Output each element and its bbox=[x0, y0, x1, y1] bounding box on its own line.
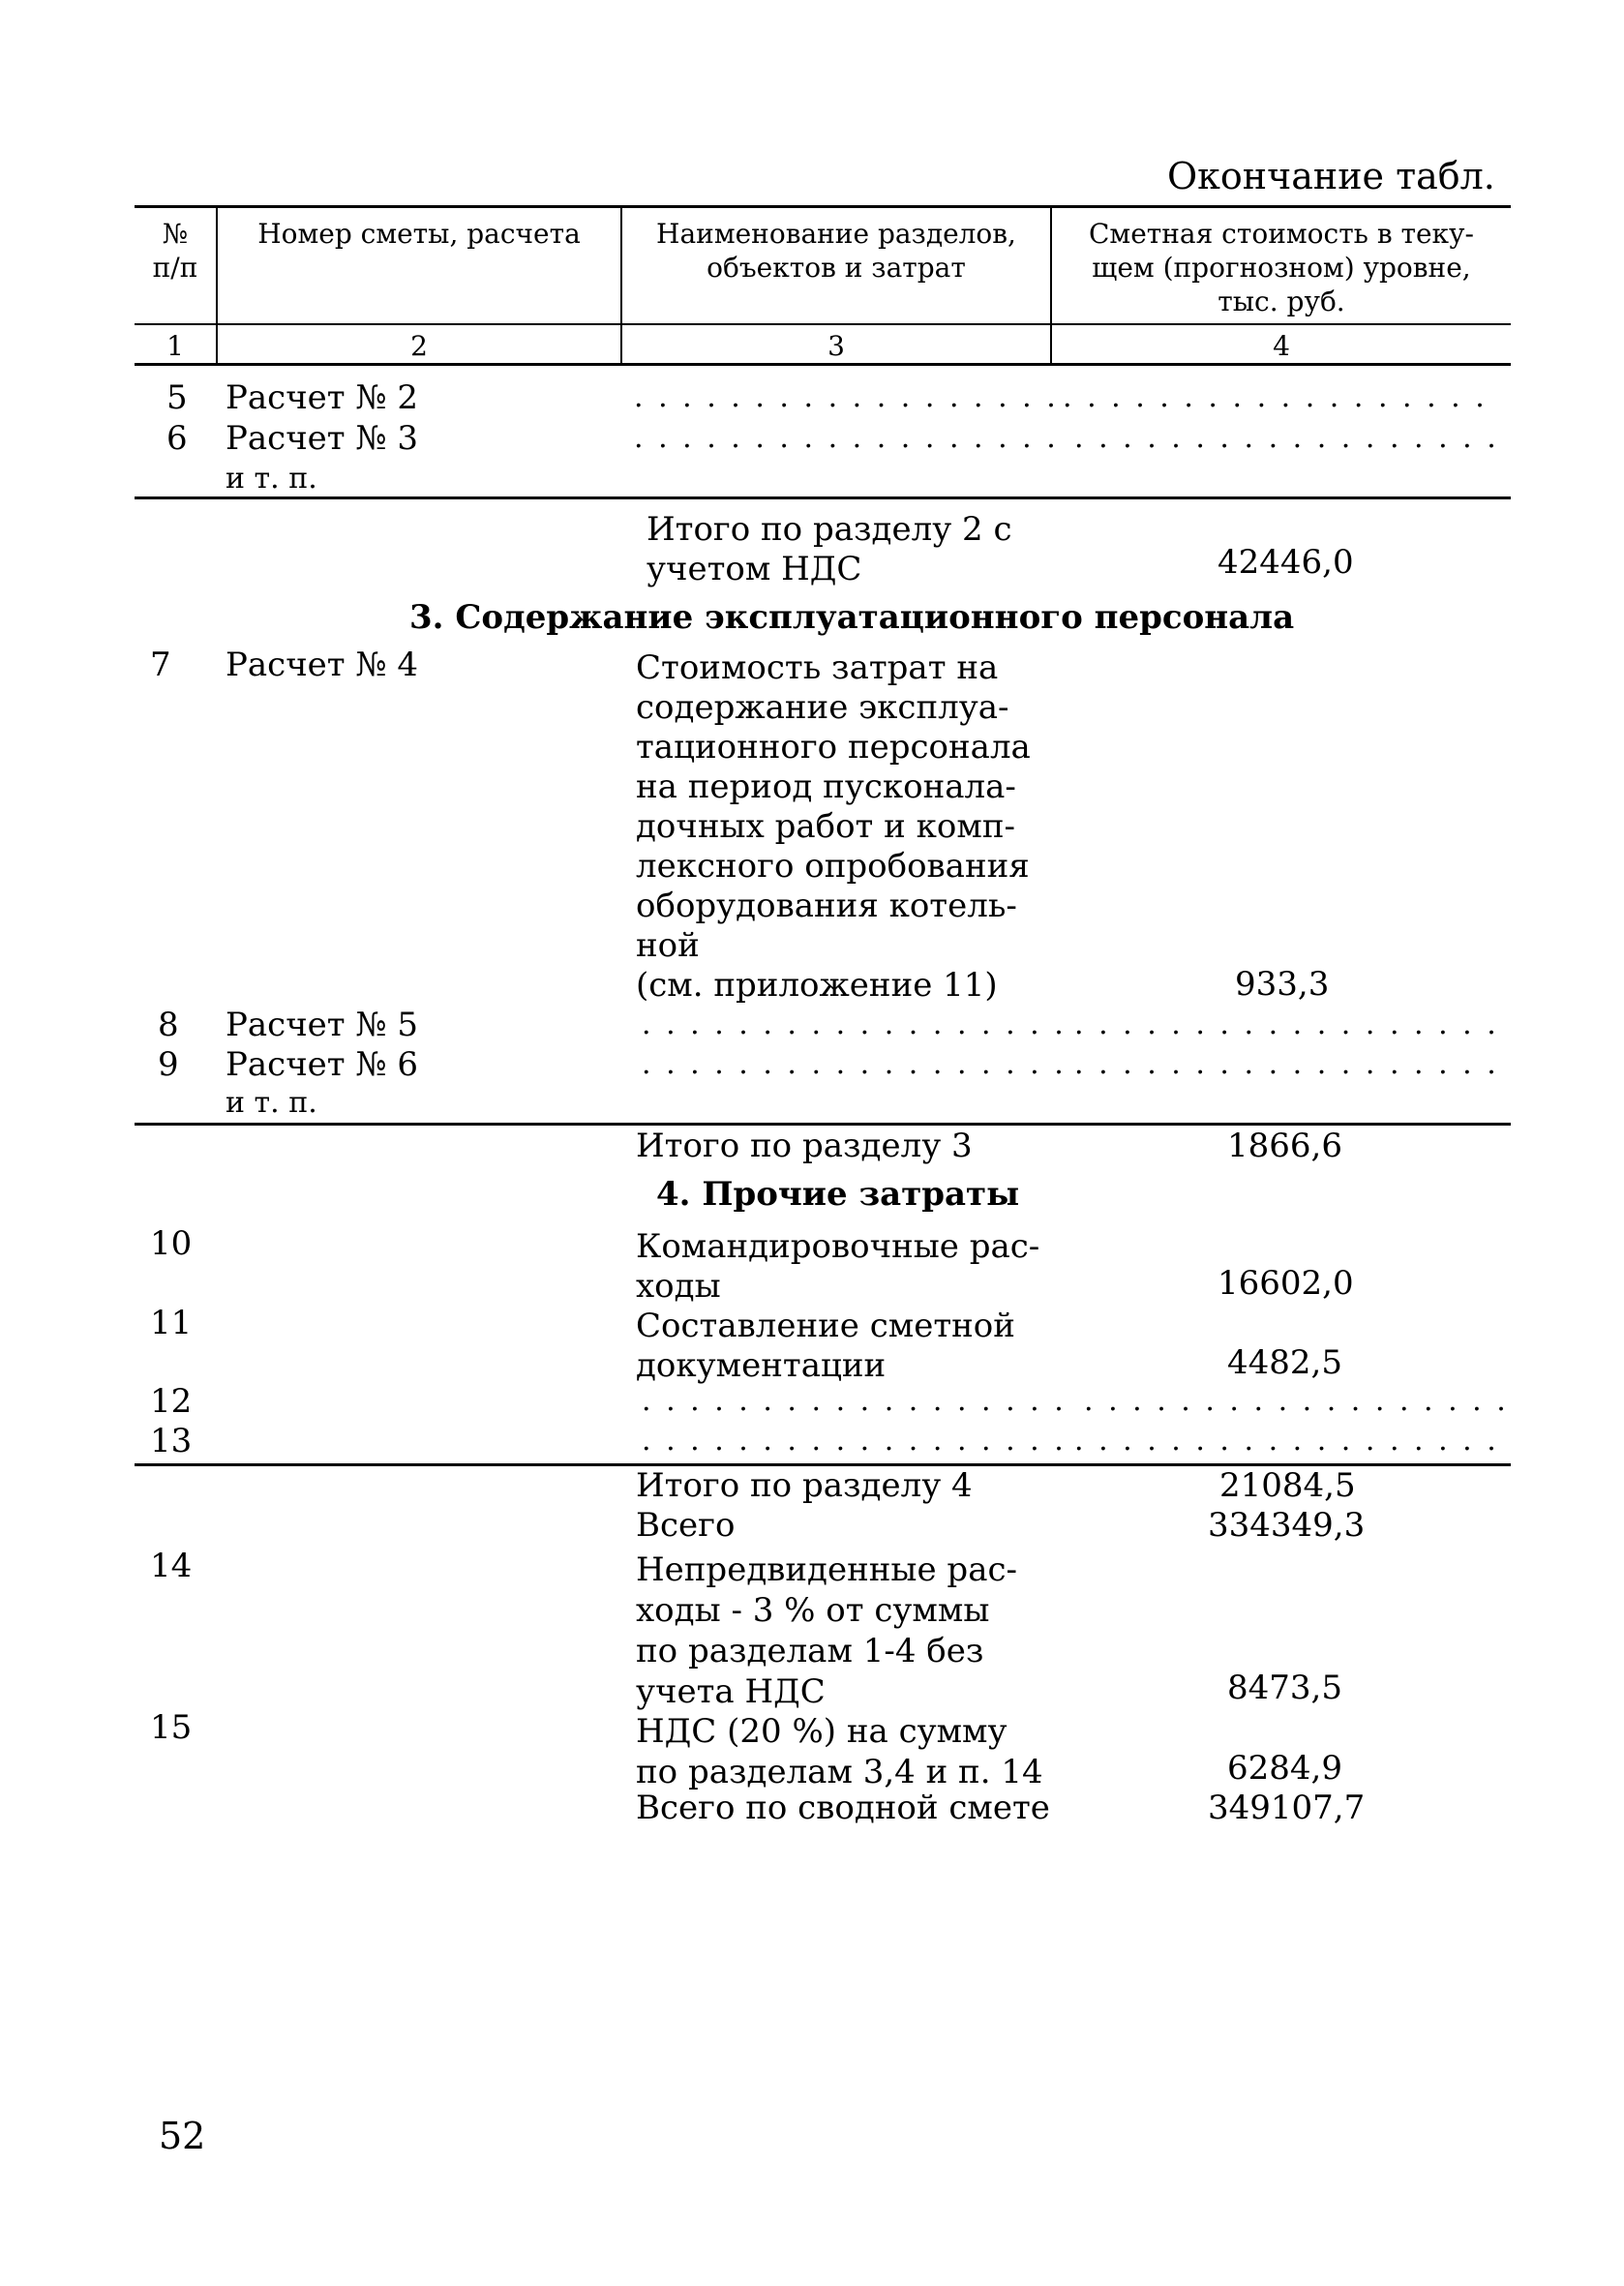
header-col1: № п/п bbox=[152, 218, 198, 284]
table-caption: Окончание табл. bbox=[1167, 155, 1495, 197]
dot-leader: . . . . . . . . . . . . . . . . . . bbox=[1074, 1424, 1499, 1458]
etc-note: и т. п. bbox=[226, 462, 317, 496]
dot-leader: . . . . . . . . . . . . . . . . . . bbox=[642, 1008, 1067, 1041]
header-rule bbox=[135, 323, 1511, 325]
calc-name: Расчет № 2 bbox=[226, 378, 419, 417]
row-number: 14 bbox=[150, 1547, 193, 1585]
dot-leader: . . . . . . . . . . . . . . . . . . bbox=[634, 380, 1059, 414]
subtotal-2-label: Итого по разделу 2 с учетом НДС bbox=[647, 510, 1012, 588]
colnum-2: 2 bbox=[410, 330, 428, 362]
header-col2: Номер сметы, расчета bbox=[257, 218, 581, 250]
dot-leader: . . . . . . . . . . . . . . . . . . bbox=[1063, 380, 1488, 414]
colnum-1: 1 bbox=[166, 330, 184, 362]
row-11-value: 4482,5 bbox=[1227, 1343, 1342, 1382]
subtotal-3-label: Итого по разделу 3 bbox=[636, 1127, 973, 1165]
subtotal-3-value: 1866,6 bbox=[1227, 1127, 1342, 1165]
page-number: 52 bbox=[159, 2115, 206, 2157]
dot-leader: . . . . . . . . . . . . . . . . . . bbox=[642, 1424, 1067, 1458]
table-top-rule bbox=[135, 205, 1511, 208]
subtotal-4-value: 21084,5 bbox=[1219, 1466, 1356, 1505]
row-number: 6 bbox=[166, 419, 188, 458]
row-number: 13 bbox=[150, 1422, 193, 1460]
row-10-description: Командировочные рас- ходы bbox=[636, 1227, 1040, 1306]
dot-leader: . . . . . . . . . . . . . . . . . . bbox=[642, 1047, 1067, 1081]
grand-total-value: 349107,7 bbox=[1208, 1789, 1366, 1827]
calc-name: Расчет № 5 bbox=[226, 1006, 419, 1044]
dot-leader: . . . . . . . . . . . . . . . . . . bbox=[1084, 1384, 1509, 1418]
colnum-4: 4 bbox=[1273, 330, 1290, 362]
row-11-description: Составление сметной документации bbox=[636, 1307, 1015, 1385]
row-number: 15 bbox=[150, 1708, 193, 1747]
colnum-3: 3 bbox=[827, 330, 845, 362]
calc-name: Расчет № 6 bbox=[226, 1045, 419, 1084]
header-col4: Сметная стоимость в теку- щем (прогнозном) уровне, тыс. руб. bbox=[1089, 218, 1474, 317]
section-4-heading: 4. Прочие затраты bbox=[656, 1175, 1020, 1214]
header-col3: Наименование разделов, объектов и затрат bbox=[656, 218, 1016, 284]
row-number: 11 bbox=[150, 1304, 193, 1342]
dot-leader: . . . . . . . . . . . . . . . . . . bbox=[1074, 421, 1499, 455]
row-7-description: Стоимость затрат на содержание эксплуа- тационного персонала на период пусконала- дочных работ и комп- лексного опробования оборудования котель- ной (см. приложение 11) bbox=[636, 648, 1031, 1005]
row-number: 10 bbox=[150, 1224, 193, 1263]
dot-leader: . . . . . . . . . . . . . . . . . . bbox=[1074, 1047, 1499, 1081]
row-14-description: Непредвиденные рас- ходы - 3 % от суммы по разделам 1-4 без учета НДС bbox=[636, 1550, 1017, 1711]
row-7-value: 933,3 bbox=[1235, 965, 1330, 1004]
row-14-value: 8473,5 bbox=[1227, 1669, 1342, 1707]
row-number: 5 bbox=[166, 378, 188, 417]
dot-leader: . . . . . . . . . . . . . . . . . . bbox=[634, 421, 1059, 455]
dot-leader: . . . . . . . . . . . . . . . . . . bbox=[642, 1384, 1067, 1418]
row-10-value: 16602,0 bbox=[1218, 1264, 1354, 1303]
grand-total-label: Всего по сводной смете bbox=[636, 1789, 1050, 1827]
section-rule bbox=[135, 496, 1511, 499]
section-rule bbox=[135, 1123, 1511, 1126]
section-3-heading: 3. Содержание эксплуатационного персонала bbox=[409, 598, 1295, 637]
colnum-rule bbox=[135, 363, 1511, 366]
row-number: 7 bbox=[150, 646, 171, 684]
subtotal-4-label: Итого по разделу 4 bbox=[636, 1466, 973, 1505]
row-number: 12 bbox=[150, 1382, 193, 1421]
total-value: 334349,3 bbox=[1208, 1506, 1366, 1545]
row-number: 8 bbox=[158, 1006, 179, 1044]
total-label: Всего bbox=[636, 1506, 736, 1545]
row-number: 9 bbox=[158, 1045, 179, 1084]
calc-name: Расчет № 4 bbox=[226, 646, 419, 684]
row-15-value: 6284,9 bbox=[1227, 1749, 1342, 1788]
etc-note: и т. п. bbox=[226, 1086, 317, 1120]
calc-name: Расчет № 3 bbox=[226, 419, 419, 458]
dot-leader: . . . . . . . . . . . . . . . . . . bbox=[1074, 1008, 1499, 1041]
subtotal-2-value: 42446,0 bbox=[1218, 543, 1354, 582]
row-15-description: НДС (20 %) на сумму по разделам 3,4 и п. 14 bbox=[636, 1712, 1043, 1791]
